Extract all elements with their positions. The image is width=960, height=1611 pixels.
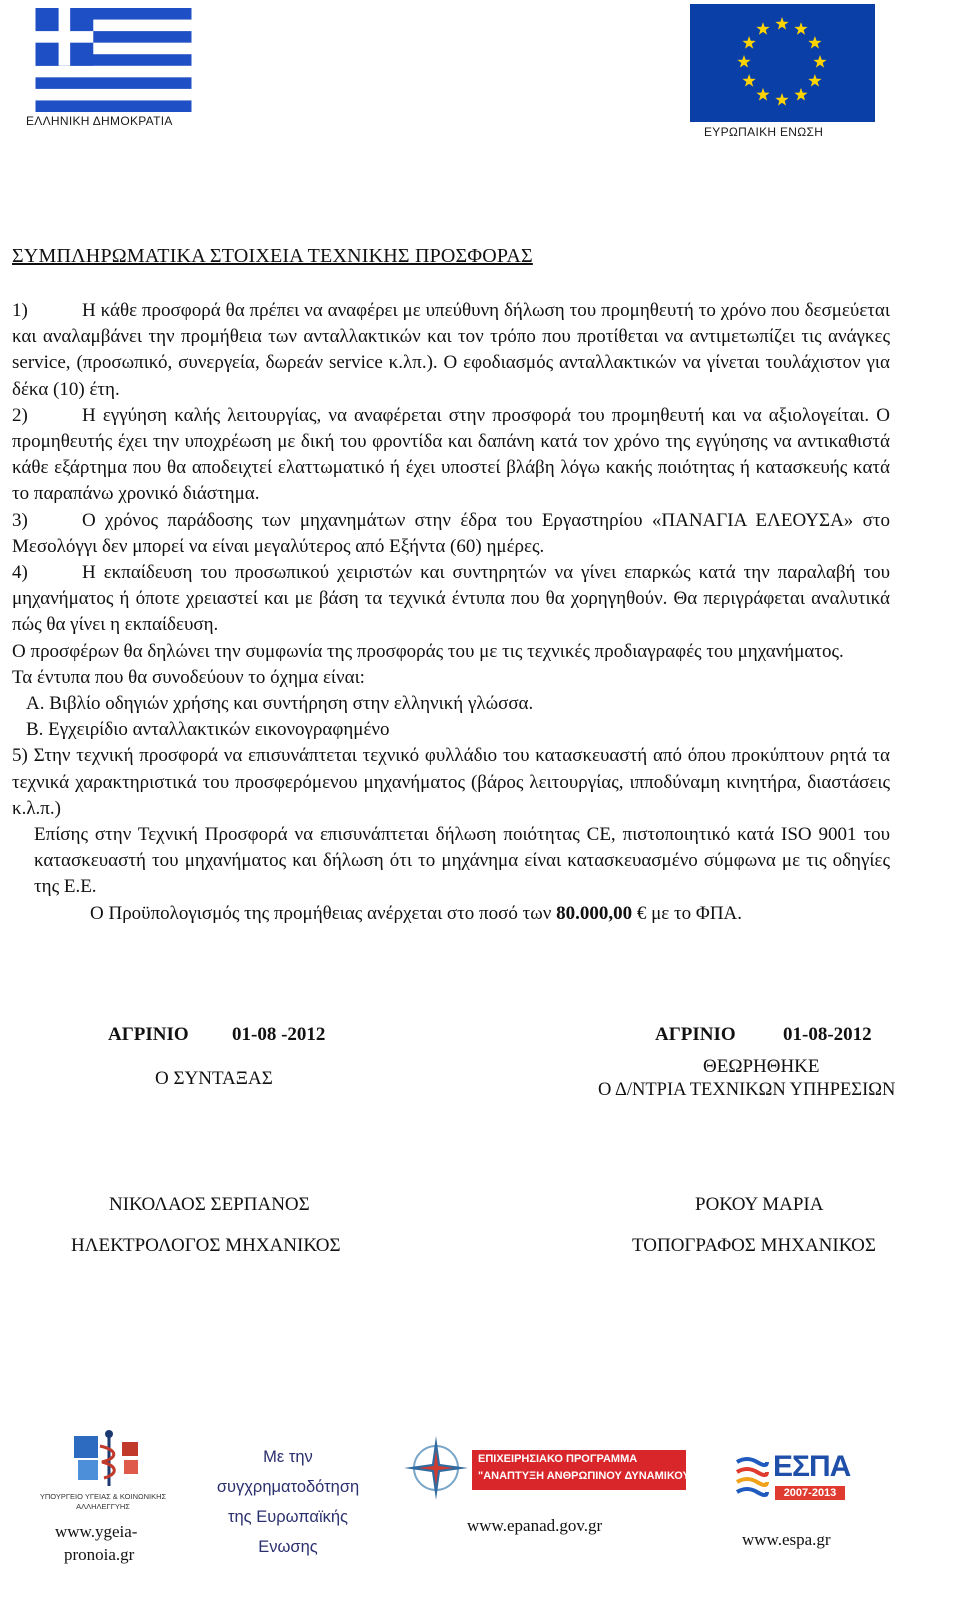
item-3-text: Ο χρόνος παράδοσης των μηχανημάτων στην έδρα του Εργαστηρίου «ΠΑΝΑΓΙΑ ΕΛΕΟΥΣΑ» στο Μεσολόγγι δεν μπορεί να είναι μεγαλύτερος από Εξήντα (60) ημέρες. <box>12 509 890 557</box>
right-date: 01-08-2012 <box>783 1024 872 1045</box>
espa-waves-icon <box>735 1454 769 1500</box>
item-4 <box>12 560 890 639</box>
caduceus-icon <box>74 1428 144 1490</box>
ministry-logo-text: ΥΠΟΥΡΓΕΙΟ ΥΓΕΙΑΣ & ΚΟΙΝΩΝΙΚΗΣ ΑΛΛΗΛΕΓΓΥΗΣ <box>39 1492 167 1511</box>
ministry-logo <box>38 1428 168 1520</box>
right-title: ΤΟΠΟΓΡΑΦΟΣ ΜΗΧΑΝΙΚΟΣ <box>632 1235 876 1256</box>
document-title: ΣΥΜΠΛΗΡΩΜΑΤΙΚΑ ΣΤΟΙΧΕΙΑ ΤΕΧΝΙΚΗΣ ΠΡΟΣΦΟΡΑΣ <box>12 245 533 267</box>
epanad-logo <box>402 1434 696 1504</box>
greek-flag-icon <box>20 8 207 112</box>
left-title: ΗΛΕΚΤΡΟΛΟΓΟΣ ΜΗΧΑΝΙΚΟΣ <box>71 1235 341 1256</box>
item-2-number: 2) <box>12 404 28 426</box>
item-1-number: 1) <box>12 300 28 321</box>
espa-logo-text: ΕΣΠΑ <box>773 1450 851 1483</box>
eu-flag-icon <box>690 4 875 122</box>
item-3 <box>12 508 890 560</box>
espa-logo <box>735 1450 851 1522</box>
item-2 <box>12 403 890 508</box>
ministry-link-2[interactable]: pronoia.gr <box>64 1545 135 1564</box>
epanad-logo-line-1: ΕΠΙΧΕΙΡΗΣΙΑΚΟ ΠΡΟΓΡΑΜΜΑ <box>478 1453 638 1465</box>
support-line-4: Ενωσης <box>258 1538 318 1556</box>
budget-prefix: Ο Προϋπολογισμός της προμήθειας ανέρχεται στο ποσό των <box>90 902 552 924</box>
budget-suffix: € με το ΦΠΑ. <box>636 902 743 924</box>
ce-note: Επίσης στην Τεχνική Προσφορά να επισυνάπτεται δήλωση ποιότητας CE, πιστοποιητικό κατά ISO 9001 του κατασκευαστή του μηχανήματος και δήλωση ότι το μηχάνημα είναι κατασκευασμένο σύμφωνα με τις οδηγίες της Ε.Ε. <box>34 824 890 898</box>
ministry-link-1[interactable]: www.ygeia- <box>55 1522 138 1541</box>
left-place: ΑΓΡΙΝΙΟ <box>108 1024 189 1045</box>
greek-flag-block <box>18 6 218 130</box>
support-line-2: συγχρηματοδότηση <box>216 1478 360 1496</box>
forms-intro: Τα έντυπα που θα συνοδεύουν το όχημα είναι: <box>12 666 365 688</box>
compass-star-icon <box>402 1434 470 1502</box>
agreement-paragraph: Ο προσφέρων θα δηλώνει την συμφωνία της προσφοράς του με τις τεχνικές προδιαγραφές του μηχανήματος. <box>12 640 844 662</box>
item-4-number: 4) <box>12 562 28 584</box>
right-name: ΡΟΚΟΥ ΜΑΡΙΑ <box>695 1194 824 1215</box>
item-1 <box>12 298 890 403</box>
support-line-1: Με την <box>263 1448 313 1466</box>
greece-label: ΕΛΛΗΝΙΚΗ ΔΗΜΟΚΡΑΤΙΑ <box>26 114 173 128</box>
item-3-number: 3) <box>12 509 28 531</box>
form-a: Α. Βιβλίο οδηγιών χρήσης και συντήρηση στην ελληνική γλώσσα. <box>26 693 534 715</box>
epanad-logo-line-2: "ΑΝΑΠΤΥΞΗ ΑΝΘΡΩΠΙΝΟΥ ΔΥΝΑΜΙΚΟΥ" <box>478 1470 696 1482</box>
espa-link[interactable]: www.espa.gr <box>742 1530 831 1549</box>
right-place: ΑΓΡΙΝΙΟ <box>655 1024 736 1045</box>
left-name: ΝΙΚΟΛΑΟΣ ΣΕΡΠΑΝΟΣ <box>109 1194 310 1215</box>
budget-amount: 80.000,00 <box>556 902 633 924</box>
espa-years: 2007-2013 <box>775 1486 845 1500</box>
right-status: ΘΕΩΡΗΘΗΚΕ <box>703 1056 820 1077</box>
item-5: 5) Στην τεχνική προσφορά να επισυνάπτεται τεχνικό φυλλάδιο του κατασκευαστή από όπου προκύπτουν ρητά τα τεχνικά χαρακτηριστικά του προσφερόμενου μηχανήματος (βάρος λειτουργίας, ιπποδύναμη κινητήρα, διαστάσεις κ.λ.π.) <box>12 745 890 819</box>
form-b: Β. Εγχειρίδιο ανταλλακτικών εικονογραφημένο <box>26 719 390 741</box>
budget-line <box>12 901 890 927</box>
eu-flag-block <box>690 4 890 138</box>
item-1-text: Η κάθε προσφορά θα πρέπει να αναφέρει με υπεύθυνη δήλωση του προμηθευτή το χρόνο που δεσμεύεται και αναλαμβάνει την προμήθεια των ανταλλακτικών και τον τρόπο που προτίθεται να αντιμετωπίζει τις ανάγκες service, (προσωπικό, συνεργεία, δωρεάν service κ.λπ.). Ο εφοδιασμός ανταλλακτικών να γίνεται τουλάχιστον για δέκα (10) έτη. <box>12 300 890 400</box>
support-line-3: της Ευρωπαϊκής <box>227 1508 349 1526</box>
right-role: Ο Δ/ΝΤΡΙΑ ΤΕΧΝΙΚΩΝ ΥΠΗΡΕΣΙΩΝ <box>598 1080 896 1100</box>
item-2-text: Η εγγύηση καλής λειτουργίας, να αναφέρεται στην προσφορά του προμηθευτή και να αξιολογείται. Ο προμηθευτής έχει την υποχρέωση με δική του φροντίδα και δαπάνη κατά τον χρόνο της εγγύησης να αντικαθιστά κάθε εξάρτημα που θα αποδειχτεί ελαττωματικό ή έχει υποστεί βλάβη λόγω κακής ποιότητας ή κατασκευής κατά το παραπάνω χρονικό διάστημα. <box>12 404 890 505</box>
item-4-text: Η εκπαίδευση του προσωπικού χειριστών και συντηρητών να γίνει επαρκώς κατά την παραλαβή του μηχανήματος ή όποτε χρειαστεί και με βάση τα τεχνικά έντυπα που θα χορηγηθούν. Θα περιγράφεται αναλυτικά πώς θα γίνει η εκπαίδευση. <box>12 562 890 636</box>
left-role: Ο ΣΥΝΤΑΞΑΣ <box>155 1068 273 1089</box>
document-body <box>12 298 890 927</box>
eu-label: ΕΥΡΩΠΑΙΚΗ ΕΝΩΣΗ <box>704 125 824 139</box>
epanad-link[interactable]: www.epanad.gov.gr <box>467 1516 603 1535</box>
left-date: 01-08 -2012 <box>232 1024 326 1045</box>
